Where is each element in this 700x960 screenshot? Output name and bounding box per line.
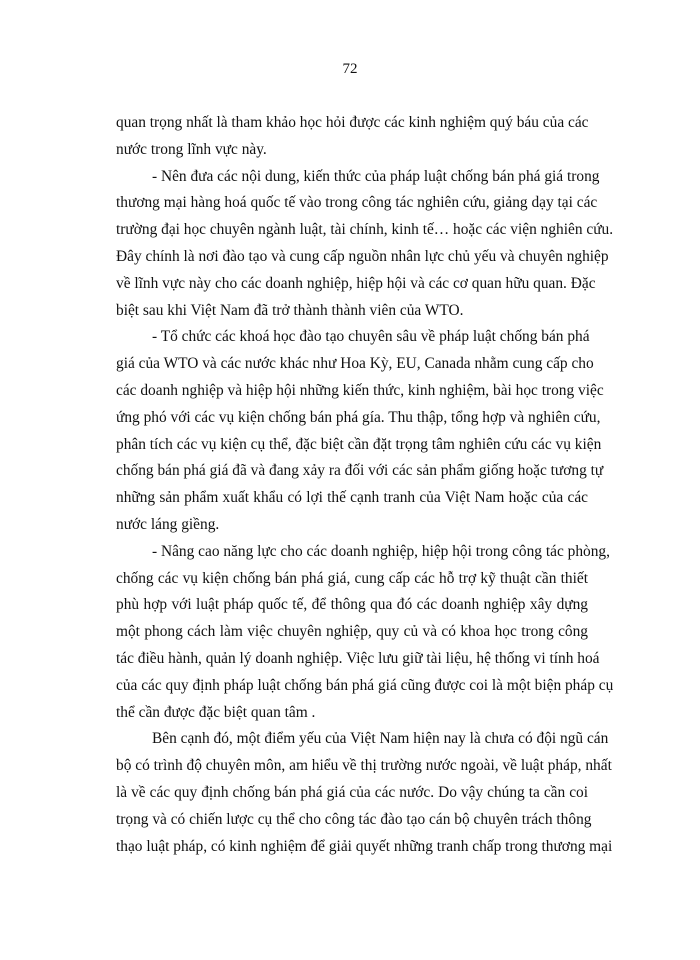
text-line: nước láng giềng.: [116, 515, 220, 533]
text-line: thể cần được đặc biệt quan tâm .: [116, 703, 316, 721]
text-line: - Tổ chức các khoá học đào tạo chuyên sâu về pháp luật chống bán phá: [152, 328, 590, 346]
text-line: chống các vụ kiện chống bán phá giá, cung cấp các hỗ trợ kỹ thuật cần thiết: [116, 569, 588, 587]
body-text: [116, 110, 614, 860]
text-line: những sản phẩm xuất khẩu có lợi thế cạnh tranh của Việt Nam hoặc của các: [116, 489, 588, 507]
text-line: Bên cạnh đó, một điểm yếu của Việt Nam hiện nay là chưa có đội ngũ cán: [152, 730, 609, 748]
text-line: biệt sau khi Việt Nam đã trở thành thành viên của WTO.: [116, 301, 464, 319]
text-line: nước trong lĩnh vực này.: [116, 140, 267, 158]
text-line: Đây chính là nơi đào tạo và cung cấp nguồn nhân lực chủ yếu và chuyên nghiệp: [116, 247, 609, 265]
text-line: thạo luật pháp, có kinh nghiệm để giải quyết những tranh chấp trong thương mại: [116, 837, 613, 855]
text-line: của các quy định pháp luật chống bán phá giá cũng được coi là một biện pháp cụ: [116, 676, 614, 694]
text-line: các doanh nghiệp và hiệp hội những kiến thức, kinh nghiệm, bài học trong việc: [116, 381, 604, 399]
text-line: - Nâng cao năng lực cho các doanh nghiệp, hiệp hội trong công tác phòng,: [152, 542, 610, 560]
text-line: giá của WTO và các nước khác như Hoa Kỳ, EU, Canada nhằm cung cấp cho: [116, 355, 594, 373]
text-line: trọng và có chiến lược cụ thể cho công tác đào tạo cán bộ chuyên trách thông: [116, 810, 592, 828]
text-line: về lĩnh vực này cho các doanh nghiệp, hiệp hội và các cơ quan hữu quan. Đặc: [116, 274, 596, 292]
text-line: chống bán phá giá đã và đang xảy ra đối với các sản phẩm giống hoặc tương tự: [116, 462, 604, 480]
text-line: thương mại hàng hoá quốc tế vào trong công tác nghiên cứu, giảng dạy tại các: [116, 194, 598, 212]
text-line: bộ có trình độ chuyên môn, am hiểu về thị trường nước ngoài, về luật pháp, nhất: [116, 757, 612, 775]
text-line: một phong cách làm việc chuyên nghiệp, quy củ và có khoa học trong công: [116, 623, 588, 641]
text-line: phù hợp với luật pháp quốc tế, để thông qua đó các doanh nghiệp xây dựng: [116, 596, 588, 614]
text-line: - Nên đưa các nội dung, kiến thức của pháp luật chống bán phá giá trong: [152, 167, 600, 185]
text-line: ứng phó với các vụ kiện chống bán phá gía. Thu thập, tổng hợp và nghiên cứu,: [116, 408, 601, 426]
text-line: phân tích các vụ kiện cụ thể, đặc biệt cần đặt trọng tâm nghiên cứu các vụ kiện: [116, 435, 602, 453]
text-line: là về các quy định chống bán phá giá của các nước. Do vậy chúng ta cần coi: [116, 783, 588, 801]
page-number: 72: [342, 61, 358, 77]
text-line: tác điều hành, quản lý doanh nghiệp. Việc lưu giữ tài liệu, hệ thống vi tính hoá: [116, 649, 600, 667]
text-line: trường đại học chuyên ngành luật, tài chính, kinh tế… hoặc các viện nghiên cứu.: [116, 221, 614, 239]
text-line: quan trọng nhất là tham khảo học hỏi được các kinh nghiệm quý báu của các: [116, 114, 589, 131]
